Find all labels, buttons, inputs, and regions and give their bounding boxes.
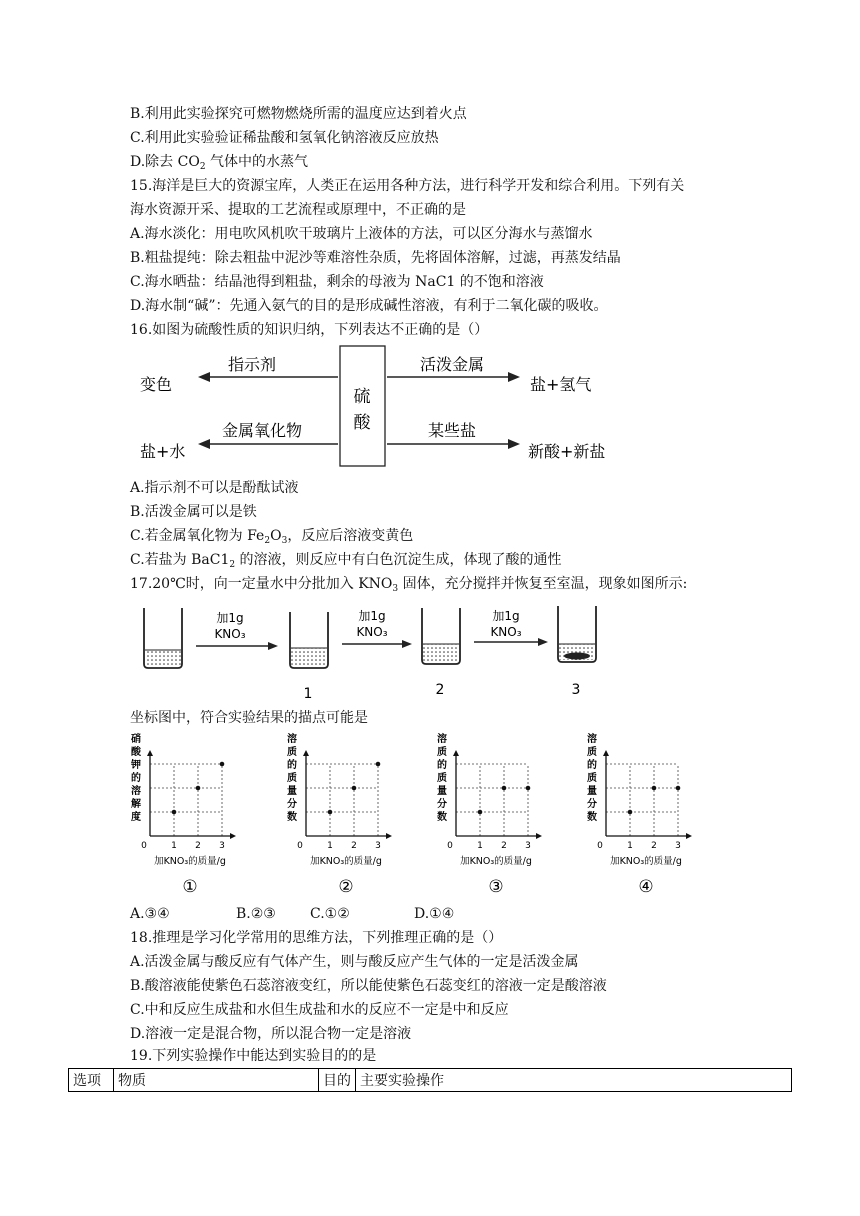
x-axis-arrow <box>536 833 542 839</box>
y-axis-label-char: 硝 <box>131 734 141 745</box>
x-axis-label: 加KNO₃的质量/g <box>460 856 532 867</box>
q14-option-b: B.利用此实验探究可燃物燃烧所需的温度应达到着火点 <box>130 106 467 122</box>
x-axis-label: 加KNO₃的质量/g <box>310 856 382 867</box>
beaker-3 <box>558 606 596 662</box>
y-axis-label-char: 溶 <box>287 734 297 745</box>
tick-label: 1 <box>327 841 333 851</box>
y-axis-label-char: 度 <box>131 812 141 823</box>
add-label-1a: 加1g <box>216 611 244 625</box>
beaker-label-3: 3 <box>571 682 581 698</box>
header-purpose: 目的 <box>319 1069 356 1092</box>
q17-graphs <box>128 732 728 898</box>
result-color-change: 变色 <box>140 375 173 394</box>
y-axis-label-char: 的 <box>587 760 597 771</box>
beaker-label-1: 1 <box>303 686 313 702</box>
arrow-head-active-metal <box>508 372 520 382</box>
graph-number: ② <box>338 877 354 897</box>
x-axis-arrow <box>230 833 236 839</box>
tick-label: 1 <box>477 841 483 851</box>
add-label-2b: KNO₃ <box>356 625 388 639</box>
tick-label: 2 <box>501 841 507 851</box>
result-salt-water: 盐+水 <box>140 442 186 461</box>
y-axis-label-char: 分 <box>587 799 597 810</box>
q18-option-b: B.酸溶液能使紫色石蕊溶液变红，所以能使紫色石蕊变红的溶液一定是酸溶液 <box>130 978 607 994</box>
q15-stem-line2: 海水资源开采、提取的工艺流程或原理中，不正确的是 <box>130 202 466 218</box>
q17-option-b: B.②③ <box>236 906 276 922</box>
q18-option-d: D.溶液一定是混合物，所以混合物一定是溶液 <box>130 1026 412 1042</box>
tick-label: 1 <box>171 841 177 851</box>
diagram-center-char1: 硫 <box>353 387 371 407</box>
x-axis-arrow <box>386 833 392 839</box>
label-some-salts: 某些盐 <box>427 421 477 440</box>
data-point <box>376 762 381 767</box>
tick-label: 3 <box>675 841 681 851</box>
x-axis-label: 加KNO₃的质量/g <box>610 856 682 867</box>
q14-option-c: C.利用此实验验证稀盐酸和氢氧化钠溶液反应放热 <box>130 130 439 146</box>
graph-1 <box>128 732 268 898</box>
label-metal-oxide: 金属氧化物 <box>221 421 303 440</box>
beaker-2 <box>422 608 460 664</box>
y-axis-label-char: 量 <box>587 786 597 797</box>
q16-option-b: B.活泼金属可以是铁 <box>130 504 257 520</box>
q14-option-d: D.除去 $CO_2$ 气体中的水蒸气 <box>130 154 309 172</box>
undissolved-solid <box>564 653 590 660</box>
header-option: 选项 <box>69 1069 114 1092</box>
diagram-center-char2: 酸 <box>353 413 371 433</box>
y-axis-label-char: 分 <box>287 799 297 810</box>
add-label-1b: KNO₃ <box>214 627 246 641</box>
add-label-2a: 加1g <box>358 609 386 623</box>
y-axis-label-char: 质 <box>437 773 447 784</box>
tick-label: 3 <box>375 841 381 851</box>
y-axis-label-char: 钾 <box>131 760 141 771</box>
y-axis-label-char: 的 <box>437 760 447 771</box>
q18-option-a: A.活泼金属与酸反应有气体产生，则与酸反应产生气体的一定是活泼金属 <box>130 954 579 970</box>
arrow-head-some-salts <box>508 439 520 449</box>
sulfuric-acid-diagram <box>140 344 640 474</box>
beaker-1 <box>290 612 328 668</box>
x-axis-label: 加KNO₃的质量/g <box>154 856 226 867</box>
y-axis-label-char: 量 <box>437 786 447 797</box>
data-point <box>478 810 483 815</box>
arrow-head-metal-oxide <box>198 439 210 449</box>
beaker-experiment-diagram <box>130 598 650 704</box>
data-point <box>220 762 225 767</box>
y-axis-label-char: 的 <box>287 760 297 771</box>
tick-label: 2 <box>351 841 357 851</box>
y-axis-label-char: 溶 <box>131 786 141 797</box>
graph-number: ③ <box>488 877 504 897</box>
y-axis-label-char: 质 <box>287 747 297 758</box>
tick-label: 3 <box>219 841 225 851</box>
data-point <box>676 786 681 791</box>
q16-option-c: C.若金属氧化物为 $Fe_2O_3$，反应后溶液变黄色 <box>130 528 414 546</box>
y-axis-label-char: 质 <box>287 773 297 784</box>
tick-label: 2 <box>651 841 657 851</box>
y-axis-arrow <box>453 750 459 756</box>
label-indicator: 指示剂 <box>227 355 277 374</box>
q18-stem: 18.推理是学习化学常用的思维方法，下列推理正确的是（） <box>130 930 503 946</box>
y-axis-label-char: 溶 <box>587 734 597 745</box>
tick-label: 0 <box>297 841 303 851</box>
q15-stem-line1: 15.海洋是巨大的资源宝库，人类正在运用各种方法，进行科学开发和综合利用。下列有关 <box>130 178 685 194</box>
y-axis-label-char: 的 <box>131 773 141 784</box>
q17-option-d: D.①④ <box>414 906 455 922</box>
y-axis-arrow <box>303 750 309 756</box>
graph-number: ④ <box>638 877 654 897</box>
q17-graph-prompt: 坐标图中，符合实验结果的描点可能是 <box>130 710 368 726</box>
beaker-initial <box>144 608 182 668</box>
q15-option-d: D.海水制“碱”：先通入氨气的目的是形成碱性溶液，有利于二氧化碳的吸收。 <box>130 298 608 314</box>
result-salt-hydrogen: 盐+氢气 <box>530 375 592 394</box>
y-axis-label-char: 解 <box>131 799 141 810</box>
data-point <box>196 786 201 791</box>
graph-number: ① <box>182 877 198 897</box>
q16-stem: 16.如图为硫酸性质的知识归纳，下列表达不正确的是（） <box>130 322 489 338</box>
arrow-head-indicator <box>198 372 210 382</box>
tick-label: 1 <box>627 841 633 851</box>
y-axis-label-char: 质 <box>587 747 597 758</box>
q16-option-d: C.若盐为 $BaC1_2$ 的溶液，则反应中有白色沉淀生成，体现了酸的通性 <box>130 552 562 570</box>
result-new-acid-salt: 新酸+新盐 <box>528 442 606 461</box>
y-axis-label-char: 数 <box>437 812 447 823</box>
q18-option-c: C.中和反应生成盐和水但生成盐和水的反应不一定是中和反应 <box>130 1002 509 1018</box>
q17-option-c: C.①② <box>310 906 350 922</box>
q17-stem: 17.20℃时，向一定量水中分批加入 $KNO_3$ 固体，充分搅拌并恢复至室温，现象如图所示: <box>130 576 688 594</box>
data-point <box>328 810 333 815</box>
q19-table <box>68 1068 792 1092</box>
table-header-row <box>69 1069 792 1092</box>
y-axis-label-char: 酸 <box>131 747 141 758</box>
q19-stem: 19.下列实验操作中能达到实验目的的是 <box>130 1048 377 1064</box>
y-axis-label-char: 溶 <box>437 734 447 745</box>
data-point <box>628 810 633 815</box>
q17-option-a: A.③④ <box>130 906 170 922</box>
tick-label: 2 <box>195 841 201 851</box>
tick-label: 3 <box>525 841 531 851</box>
data-point <box>652 786 657 791</box>
y-axis-arrow <box>603 750 609 756</box>
data-point <box>526 786 531 791</box>
q15-option-b: B.粗盐提纯：除去粗盐中泥沙等难溶性杂质，先将固体溶解，过滤，再蒸发结晶 <box>130 250 621 266</box>
beaker-label-2: 2 <box>435 682 445 698</box>
add-label-3b: KNO₃ <box>490 625 522 639</box>
tick-label: 0 <box>447 841 453 851</box>
q16-option-a: A.指示剂不可以是酚酞试液 <box>130 480 299 496</box>
data-point <box>352 786 357 791</box>
graph-4 <box>584 732 724 898</box>
y-axis-label-char: 数 <box>587 812 597 823</box>
data-point <box>172 810 177 815</box>
tick-label: 0 <box>141 841 147 851</box>
header-operation: 主要实验操作 <box>356 1069 792 1092</box>
x-axis-arrow <box>686 833 692 839</box>
y-axis-arrow <box>147 750 153 756</box>
q15-option-c: C.海水晒盐：结晶池得到粗盐，剩余的母液为 NaC1 的不饱和溶液 <box>130 274 544 290</box>
y-axis-label-char: 量 <box>287 786 297 797</box>
data-point <box>502 786 507 791</box>
y-axis-label-char: 质 <box>437 747 447 758</box>
tick-label: 0 <box>597 841 603 851</box>
y-axis-label-char: 质 <box>587 773 597 784</box>
y-axis-label-char: 分 <box>437 799 447 810</box>
label-active-metal: 活泼金属 <box>419 355 485 374</box>
header-substance: 物质 <box>114 1069 319 1092</box>
q15-option-a: A.海水淡化：用电吹风机吹干玻璃片上液体的方法，可以区分海水与蒸馏水 <box>130 226 593 242</box>
add-label-3a: 加1g <box>492 609 520 623</box>
y-axis-label-char: 数 <box>287 812 297 823</box>
graph-2 <box>284 732 424 898</box>
graph-3 <box>434 732 574 898</box>
